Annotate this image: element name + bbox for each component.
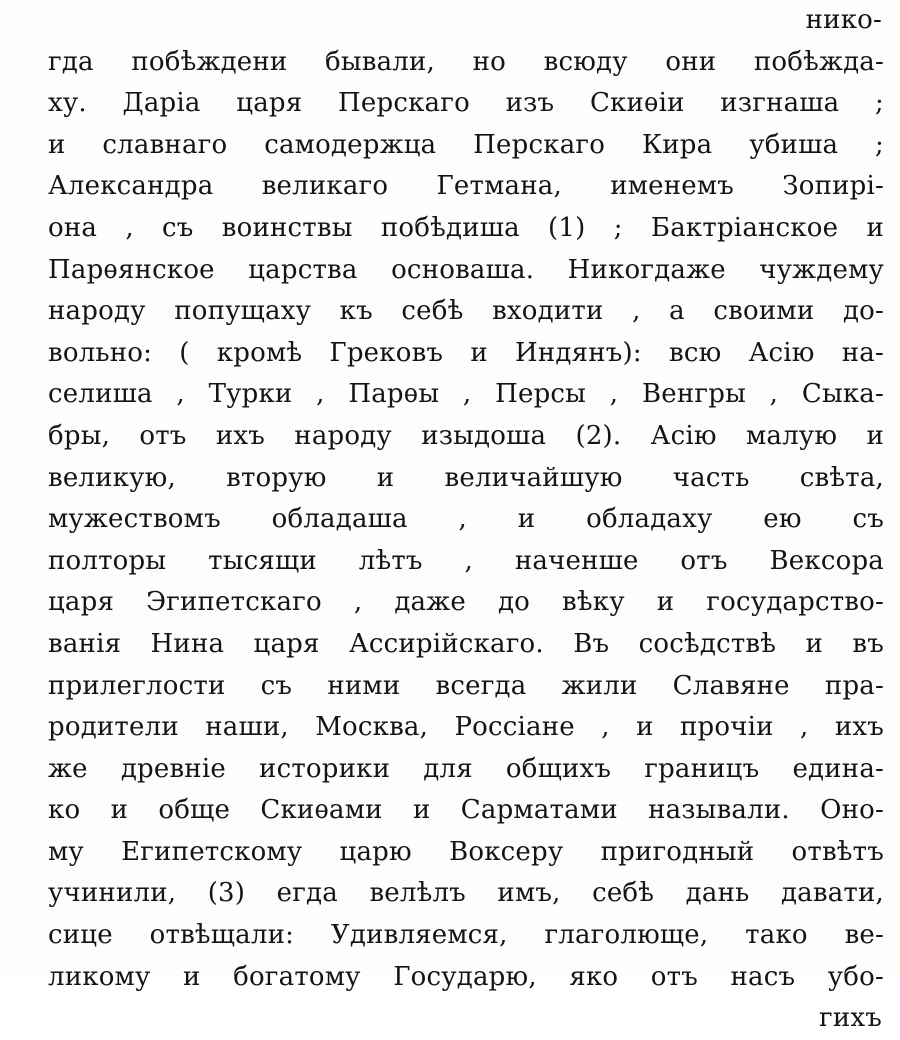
text-line: ху. Дарiа царя Перскаго изъ Скиѳiи изгнаша ; <box>48 88 884 119</box>
text-line-catchword-top: нико- <box>805 5 882 35</box>
text-line: ванiя Нина царя Ассирiйскаго. Въ сосѣдствѣ и въ <box>48 628 884 659</box>
text-line: гда побѣждени бывали, но всюду они побѣжда- <box>48 46 884 77</box>
text-line: Парѳянское царства основаша. Никогдаже чуждему <box>48 254 884 285</box>
text-line: великую, вторую и величайшую часть свѣта, <box>48 462 884 493</box>
text-line: вольно: ( кромѣ Грековъ и Индянъ): всю Асiю на- <box>48 337 884 368</box>
text-line: царя Эгипетскаго , даже до вѣку и государство- <box>48 587 884 618</box>
text-line-catchword-bottom: гихъ <box>819 1003 882 1034</box>
text-line: учинили, (3) егда велѣлъ имъ, себѣ дань давати, <box>48 878 884 909</box>
text-line: мужествомъ обладаша , и обладаху ею съ <box>48 504 884 535</box>
text-line: му Египетскому царю Воксеру пригодный отвѣтъ <box>48 836 884 867</box>
text-line: она , съ воинствы побѣдиша (1) ; Бактрiанское и <box>48 212 884 243</box>
text-line: полторы тысящи лѣтъ , наченше отъ Вексора <box>48 545 884 576</box>
text-line: ко и обще Скиѳами и Сарматами называли. Оно- <box>48 795 884 826</box>
body-text <box>48 0 884 1040</box>
text-line: народу попущаху къ себѣ входити , а своими до- <box>48 296 884 327</box>
text-line: селиша , Турки , Парѳы , Персы , Венгры , Сыка- <box>48 379 884 410</box>
text-line: Александра великаго Гетмана, именемъ Зопирi- <box>48 171 884 202</box>
text-line: родители наши, Москва, Россiане , и прочiи , ихъ <box>48 712 884 743</box>
text-line: ликому и богатому Государю, яко отъ насъ убо- <box>48 961 884 992</box>
text-line: бры, отъ ихъ народу изыдоша (2). Асiю малую и <box>48 420 884 451</box>
text-line: же древнiе историки для общихъ границъ едина- <box>48 753 884 784</box>
text-line: сице отвѣщали: Удивляемся, глаголюще, тако ве- <box>48 920 884 951</box>
text-line: и славнаго самодержца Перскаго Кира убиша ; <box>48 129 884 160</box>
text-line: прилеглости съ ними всегда жили Славяне пра- <box>48 670 884 701</box>
